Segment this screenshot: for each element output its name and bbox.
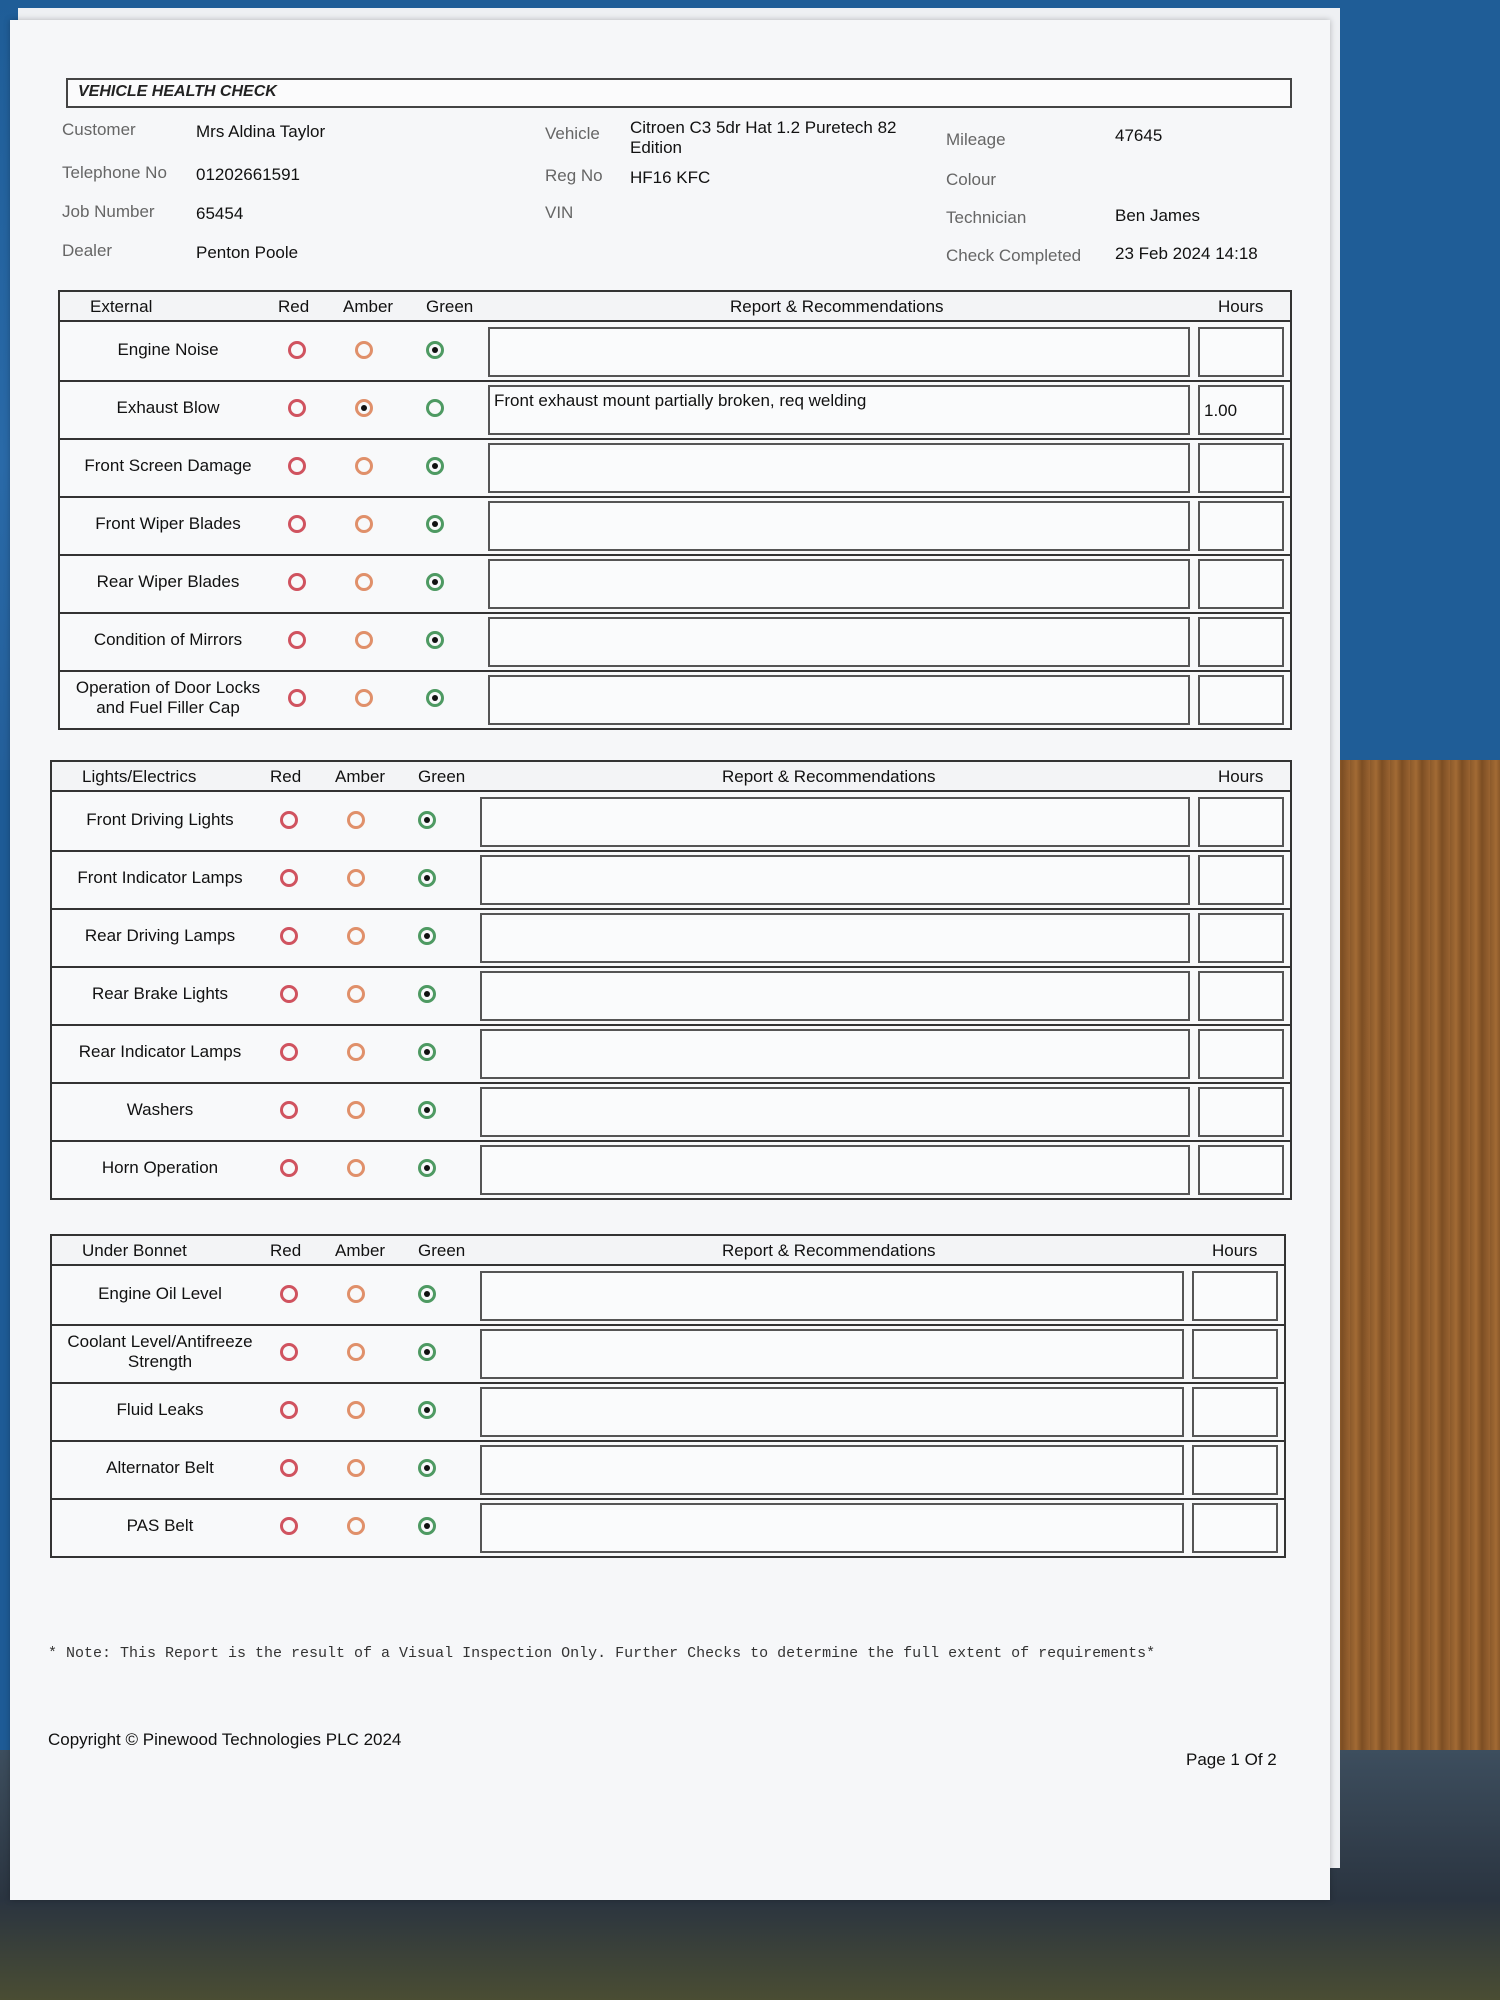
column-amber-header: Amber [343, 297, 394, 316]
check-row [60, 612, 1290, 672]
vehicle-label: Vehicle [545, 124, 600, 143]
status-green-radio[interactable] [426, 689, 444, 707]
hours-field[interactable] [1198, 797, 1284, 847]
report-text: Front exhaust mount partially broken, req welding [494, 391, 867, 410]
hours-field[interactable] [1192, 1271, 1278, 1321]
status-red-radio[interactable] [280, 1343, 298, 1361]
report-recommendations-field[interactable] [488, 675, 1190, 725]
hours-field[interactable] [1198, 443, 1284, 493]
check-row [60, 554, 1290, 614]
column-report-header: Report & Recommendations [730, 297, 944, 316]
hours-field[interactable] [1198, 501, 1284, 551]
section-header [60, 292, 1290, 322]
telephone-value: 01202661591 [196, 165, 301, 184]
status-green-radio[interactable] [418, 1517, 436, 1535]
status-red-radio[interactable] [280, 869, 298, 887]
job-number-label: Job Number [62, 202, 155, 221]
check-item-label: Exhaust Blow [116, 398, 220, 417]
status-green-radio[interactable] [426, 573, 444, 591]
status-green-radio[interactable] [418, 1401, 436, 1419]
check-row [60, 670, 1290, 728]
mileage-label: Mileage [946, 130, 1006, 149]
report-recommendations-field[interactable] [480, 971, 1190, 1021]
status-green-radio[interactable] [426, 399, 444, 417]
check-row [60, 322, 1290, 382]
check-item-label: Rear Wiper Blades [96, 572, 240, 591]
check-item-label: Rear Driving Lamps [84, 926, 236, 945]
check-row [52, 1440, 1284, 1500]
check-item-label: Engine Noise [117, 340, 219, 359]
status-amber-radio[interactable] [347, 1285, 365, 1303]
status-green-radio[interactable] [418, 1159, 436, 1177]
report-recommendations-field[interactable] [488, 617, 1190, 667]
status-red-radio[interactable] [280, 1285, 298, 1303]
status-green-radio[interactable] [426, 515, 444, 533]
report-recommendations-field[interactable] [488, 327, 1190, 377]
status-green-radio[interactable] [426, 457, 444, 475]
status-green-radio[interactable] [426, 341, 444, 359]
report-recommendations-field[interactable] [488, 385, 1190, 435]
hours-field[interactable] [1198, 1029, 1284, 1079]
status-green-radio[interactable] [418, 1459, 436, 1477]
report-recommendations-field[interactable] [480, 1271, 1184, 1321]
status-amber-radio[interactable] [355, 457, 373, 475]
check-row [52, 1082, 1290, 1142]
check-item-label: Front Driving Lights [86, 810, 234, 829]
column-green-header: Green [426, 297, 474, 316]
background-blue-right [1330, 0, 1500, 760]
status-amber-radio[interactable] [347, 1459, 365, 1477]
section-title: External [90, 297, 153, 316]
check-row [60, 380, 1290, 440]
status-amber-radio[interactable] [355, 573, 373, 591]
hours-value: 1.00 [1204, 401, 1238, 420]
check-item-label: Condition of Mirrors [93, 630, 243, 649]
check-item-label: Rear Brake Lights [91, 984, 229, 1003]
hours-field[interactable] [1198, 971, 1284, 1021]
status-amber-radio[interactable] [355, 399, 373, 417]
reg-label: Reg No [545, 166, 603, 185]
status-amber-radio[interactable] [347, 1517, 365, 1535]
status-amber-radio[interactable] [355, 515, 373, 533]
customer-value: Mrs Aldina Taylor [196, 122, 326, 141]
report-recommendations-field[interactable] [480, 1387, 1184, 1437]
report-recommendations-field[interactable] [480, 1329, 1184, 1379]
check-row [60, 438, 1290, 498]
status-red-radio[interactable] [288, 341, 306, 359]
status-green-radio[interactable] [426, 631, 444, 649]
check-row [52, 966, 1290, 1026]
column-green-header: Green [418, 1241, 466, 1260]
colour-label: Colour [946, 170, 997, 189]
column-red-header: Red [270, 1241, 302, 1260]
check-completed-value: 23 Feb 2024 14:18 [1115, 244, 1258, 263]
status-red-radio[interactable] [288, 457, 306, 475]
check-row [52, 1024, 1290, 1084]
status-red-radio[interactable] [288, 399, 306, 417]
hours-field[interactable] [1198, 617, 1284, 667]
report-recommendations-field[interactable] [480, 797, 1190, 847]
background-wood-surface [1330, 760, 1500, 1760]
hours-field[interactable] [1198, 675, 1284, 725]
column-red-header: Red [278, 297, 310, 316]
reg-value: HF16 KFC [630, 168, 711, 187]
status-red-radio[interactable] [288, 689, 306, 707]
check-item-label: Front Screen Damage [84, 456, 252, 475]
check-item-label: Coolant Level/Antifreeze Strength [67, 1332, 253, 1371]
status-red-radio[interactable] [280, 1043, 298, 1061]
telephone-label: Telephone No [62, 163, 167, 182]
status-amber-radio[interactable] [347, 1401, 365, 1419]
hours-field[interactable] [1198, 855, 1284, 905]
section-external [58, 290, 1292, 730]
status-green-radio[interactable] [418, 811, 436, 829]
job-number-value: 65454 [196, 204, 244, 223]
hours-field[interactable] [1198, 1087, 1284, 1137]
status-amber-radio[interactable] [347, 869, 365, 887]
technician-value: Ben James [1115, 206, 1201, 225]
report-recommendations-field[interactable] [488, 559, 1190, 609]
status-amber-radio[interactable] [347, 927, 365, 945]
customer-label: Customer [62, 120, 136, 139]
status-amber-radio[interactable] [347, 1043, 365, 1061]
column-amber-header: Amber [335, 767, 386, 786]
hours-field[interactable] [1192, 1329, 1278, 1379]
status-red-radio[interactable] [280, 927, 298, 945]
vin-label: VIN [545, 203, 574, 222]
check-item-label: Engine Oil Level [98, 1284, 222, 1303]
copyright-text: Copyright © Pinewood Technologies PLC 2024 [48, 1730, 402, 1749]
section-header [52, 1236, 1284, 1266]
check-row [52, 850, 1290, 910]
check-row [52, 1498, 1284, 1556]
status-amber-radio[interactable] [347, 811, 365, 829]
report-recommendations-field[interactable] [480, 913, 1190, 963]
check-row [60, 496, 1290, 556]
status-amber-radio[interactable] [355, 689, 373, 707]
status-red-radio[interactable] [288, 573, 306, 591]
vehicle-value-line2: Edition [630, 138, 682, 157]
column-hours-header: Hours [1218, 767, 1264, 786]
document-title: VEHICLE HEALTH CHECK [78, 83, 277, 100]
status-green-radio[interactable] [418, 1285, 436, 1303]
hours-field[interactable] [1192, 1503, 1278, 1553]
column-red-header: Red [270, 767, 302, 786]
column-report-header: Report & Recommendations [722, 1241, 936, 1260]
status-red-radio[interactable] [288, 631, 306, 649]
check-item-label: Front Wiper Blades [95, 514, 241, 533]
check-item-label: Alternator Belt [106, 1458, 214, 1477]
status-red-radio[interactable] [280, 1101, 298, 1119]
check-row [52, 908, 1290, 968]
check-item-label: Operation of Door Locks and Fuel Filler Cap [75, 678, 261, 717]
check-item-label: Horn Operation [101, 1158, 219, 1177]
column-report-header: Report & Recommendations [722, 767, 936, 786]
check-item-label: Washers [126, 1100, 194, 1119]
check-item-label: Fluid Leaks [116, 1400, 204, 1419]
hours-field[interactable] [1192, 1445, 1278, 1495]
status-red-radio[interactable] [280, 1401, 298, 1419]
status-amber-radio[interactable] [347, 985, 365, 1003]
status-green-radio[interactable] [418, 927, 436, 945]
check-item-label: Front Indicator Lamps [77, 868, 243, 887]
status-red-radio[interactable] [280, 811, 298, 829]
status-red-radio[interactable] [280, 985, 298, 1003]
section-under-bonnet [50, 1234, 1286, 1558]
status-red-radio[interactable] [280, 1459, 298, 1477]
status-green-radio[interactable] [418, 985, 436, 1003]
status-amber-radio[interactable] [347, 1343, 365, 1361]
check-row [52, 792, 1290, 852]
dealer-label: Dealer [62, 241, 113, 260]
status-red-radio[interactable] [280, 1159, 298, 1177]
section-lights-electrics [50, 760, 1292, 1200]
check-row [52, 1382, 1284, 1442]
check-row [52, 1324, 1284, 1384]
status-amber-radio[interactable] [347, 1101, 365, 1119]
status-green-radio[interactable] [418, 1101, 436, 1119]
hours-field[interactable] [1198, 327, 1284, 377]
report-recommendations-field[interactable] [480, 1445, 1184, 1495]
column-green-header: Green [418, 767, 466, 786]
hours-field[interactable] [1198, 559, 1284, 609]
report-recommendations-field[interactable] [480, 1087, 1190, 1137]
hours-field[interactable] [1192, 1387, 1278, 1437]
inspection-note: * Note: This Report is the result of a Visual Inspection Only. Further Checks to determine the full extent of requirements* [48, 1645, 1156, 1662]
report-recommendations-field[interactable] [480, 855, 1190, 905]
check-completed-label: Check Completed [946, 246, 1082, 265]
column-hours-header: Hours [1218, 297, 1264, 316]
report-recommendations-field[interactable] [488, 443, 1190, 493]
status-amber-radio[interactable] [355, 341, 373, 359]
status-green-radio[interactable] [418, 1043, 436, 1061]
report-recommendations-field[interactable] [480, 1503, 1184, 1553]
technician-label: Technician [946, 208, 1027, 227]
status-green-radio[interactable] [418, 869, 436, 887]
check-item-label: PAS Belt [126, 1516, 194, 1535]
check-row [52, 1266, 1284, 1326]
page-number: Page 1 Of 2 [1186, 1750, 1277, 1769]
status-red-radio[interactable] [288, 515, 306, 533]
dealer-value: Penton Poole [196, 243, 299, 262]
hours-field[interactable] [1198, 913, 1284, 963]
column-amber-header: Amber [335, 1241, 386, 1260]
status-red-radio[interactable] [280, 1517, 298, 1535]
section-title: Lights/Electrics [82, 767, 197, 786]
column-hours-header: Hours [1212, 1241, 1258, 1260]
report-recommendations-field[interactable] [480, 1029, 1190, 1079]
check-item-label: Rear Indicator Lamps [78, 1042, 242, 1061]
hours-field[interactable] [1198, 1145, 1284, 1195]
document-title-bar [66, 78, 1292, 108]
status-amber-radio[interactable] [355, 631, 373, 649]
section-header [52, 762, 1290, 792]
section-title: Under Bonnet [82, 1241, 187, 1260]
report-recommendations-field[interactable] [488, 501, 1190, 551]
vehicle-value-line1: Citroen C3 5dr Hat 1.2 Puretech 82 [630, 118, 897, 137]
mileage-value: 47645 [1115, 126, 1163, 145]
status-green-radio[interactable] [418, 1343, 436, 1361]
status-amber-radio[interactable] [347, 1159, 365, 1177]
report-recommendations-field[interactable] [480, 1145, 1190, 1195]
check-row [52, 1140, 1290, 1198]
hours-field[interactable] [1198, 385, 1284, 435]
